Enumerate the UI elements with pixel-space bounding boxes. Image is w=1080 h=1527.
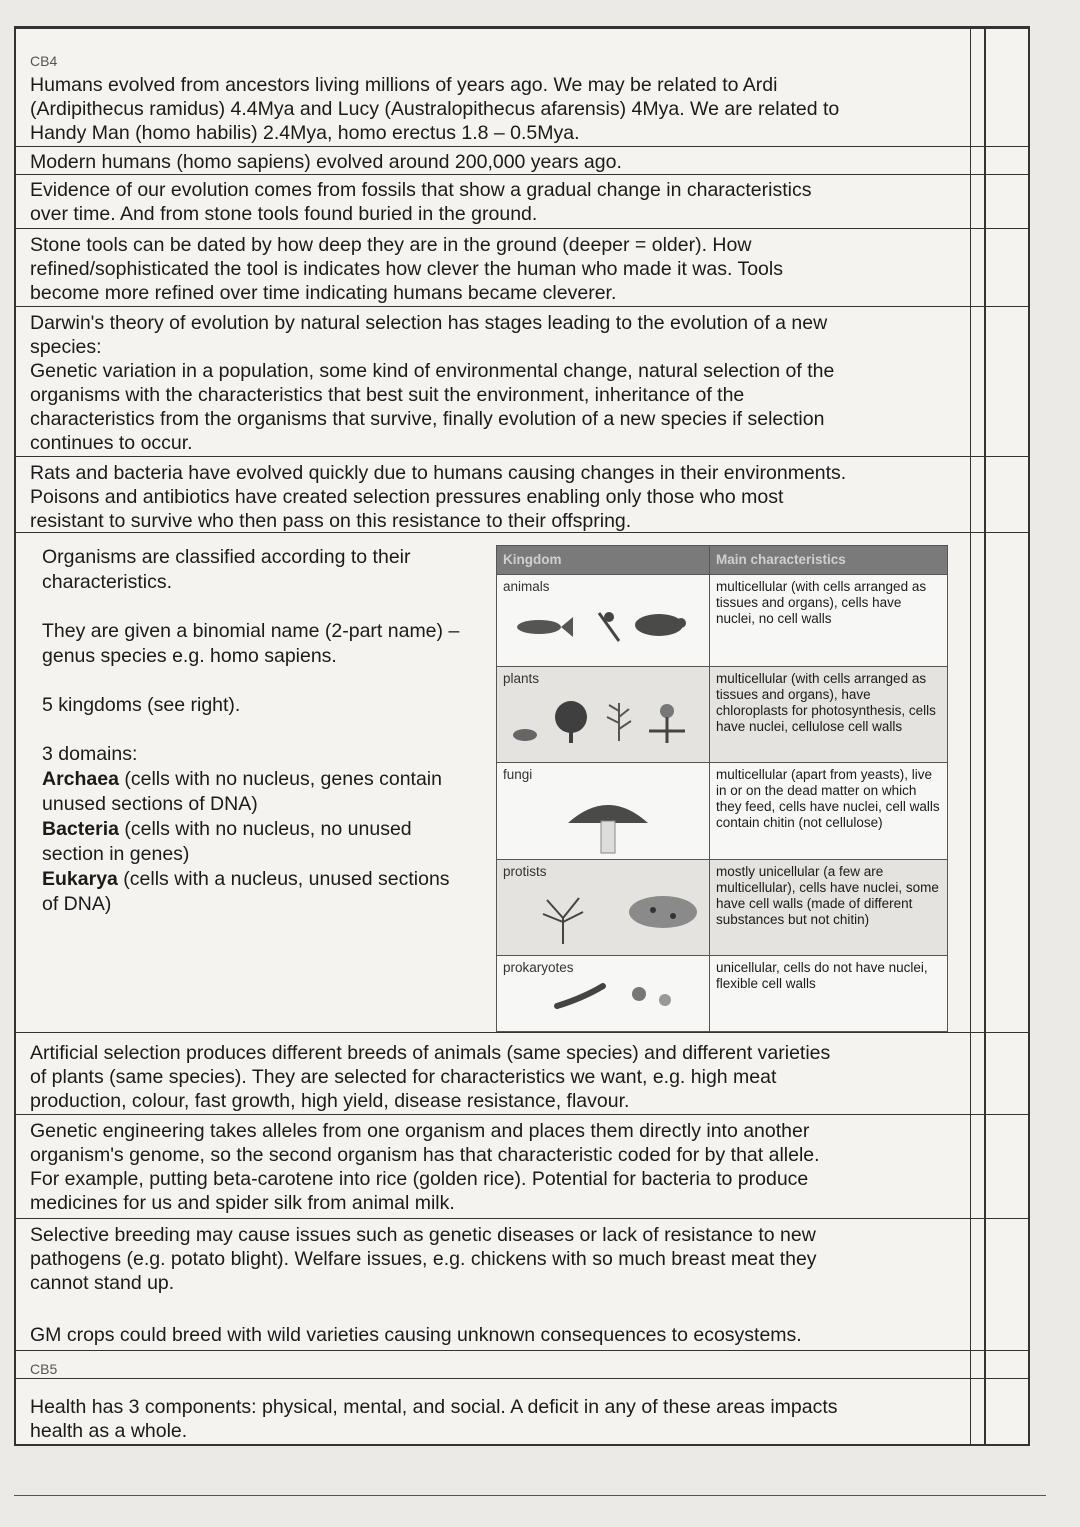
- kingdom-name: animals: [503, 579, 550, 594]
- text-five-kingdoms: 5 kingdoms (see right).: [42, 694, 241, 716]
- text-human-ancestors: Humans evolved from ancestors living millions of years ago. We may be related to Ardi (Ardipithecus ramidus) 4.4Mya and Lucy (Australopithecus afarensis) 4Mya. We are related to Handy Man (homo habilis) 2.4Mya, homo erectus 1.8 – 0.5Mya.: [30, 74, 840, 144]
- kingdom-name: prokaryotes: [503, 960, 574, 975]
- text-gm-crops: GM crops could breed with wild varieties causing unknown consequences to ecosystems.: [30, 1324, 802, 1346]
- protists-icon: [533, 890, 703, 946]
- unit-label-cb5: CB5: [30, 1361, 58, 1377]
- plants-icon: [509, 697, 689, 745]
- text-darwin: Darwin's theory of evolution by natural selection has stages leading to the evolution of a new species: Genetic variation in a population, some kind of environmental change, natural selection of the organisms with the characteristics that best suit the environment, inheritance of the characteristics from the organisms that survive, finally evolution of a new species if selection continues to occur.: [30, 312, 835, 454]
- row-health: [16, 1378, 1028, 1445]
- text-stone-tools: Stone tools can be dated by how deep they are in the ground (deeper = older). How refined/sophisticated the tool is indicates how clever the human who made it was. Tools become more refined over time indicating humans became cleverer.: [30, 234, 783, 304]
- kingdom-name: fungi: [503, 767, 533, 782]
- text-rats-bacteria: Rats and bacteria have evolved quickly due to humans causing changes in their environments. Poisons and antibiotics have created selection pressures enabling only those who most resistant to survive who then pass on this resistance to their offspring.: [30, 462, 847, 532]
- kingdom-name: plants: [503, 671, 540, 686]
- row-human-ancestors: [16, 28, 1028, 145]
- animals-illustration: [503, 605, 703, 645]
- row-cb5: [16, 1350, 1028, 1379]
- protists-illustration: [503, 890, 703, 946]
- kingdom-name: protists: [503, 864, 547, 879]
- text-genetic-engineering: Genetic engineering takes alleles from one organism and places them directly into another organism's genome, so the second organism has that characteristic coded for by that allele. For example, putting beta-carotene into rice (golden rice). Potential for bacteria to produce medicines for us and spider silk from animal milk.: [30, 1120, 820, 1214]
- prokaryotes-illustration: [503, 978, 703, 1012]
- header-kingdom: Kingdom: [497, 546, 710, 575]
- row-rats-bacteria: [16, 456, 1028, 533]
- plants-illustration: [503, 697, 703, 745]
- text-artificial-selection: Artificial selection produces different breeds of animals (same species) and different varieties of plants (same species). They are selected for characteristics we want, e.g. high meat production, colour, fast growth, high yield, disease resistance, flavour.: [30, 1042, 831, 1112]
- text-health: Health has 3 components: physical, mental, and social. A deficit in any of these areas impacts health as a whole.: [30, 1396, 838, 1442]
- animals-icon: [509, 605, 689, 645]
- kingdom-row-protists: [497, 860, 948, 956]
- kingdom-row-animals: [497, 575, 948, 667]
- row-stone-tools: [16, 228, 1028, 307]
- text-classified: Organisms are classified according to their characteristics.: [42, 546, 411, 593]
- text-evidence: Evidence of our evolution comes from fossils that show a gradual change in characteristics over time. And from stone tools found buried in the ground.: [30, 179, 812, 225]
- domain-archaea: Archaea (cells with no nucleus, genes contain unused sections of DNA): [42, 768, 442, 815]
- kingdom-row-fungi: [497, 763, 948, 860]
- kingdom-chars: multicellular (apart from yeasts), live in or on the dead matter on which they feed, cells have nuclei, cell walls contain chitin (not cellulose): [710, 763, 948, 860]
- row-classification: [16, 532, 1028, 1033]
- kingdom-table-header: [497, 546, 948, 575]
- unit-label-cb4: CB4: [30, 53, 58, 69]
- row-evidence: [16, 174, 1028, 229]
- text-modern-humans: Modern humans (homo sapiens) evolved around 200,000 years ago.: [30, 151, 622, 173]
- page-bottom-line: [14, 1495, 1046, 1496]
- revision-sheet: [14, 26, 1030, 1446]
- kingdom-chars: multicellular (with cells arranged as tissues and organs), have chloroplasts for photosynthesis, cells have nuclei, cellulose cell walls: [710, 667, 948, 763]
- row-modern-humans: [16, 146, 1028, 175]
- text-selective-breeding: Selective breeding may cause issues such as genetic diseases or lack of resistance to new pathogens (e.g. potato blight). Welfare issues, e.g. chickens with so much breast meat they cannot stand up.: [30, 1224, 817, 1294]
- domain-bacteria: Bacteria (cells with no nucleus, no unused section in genes): [42, 818, 412, 865]
- text-binomial: They are given a binomial name (2-part name) – genus species e.g. homo sapiens.: [42, 620, 460, 667]
- kingdom-table: [496, 545, 948, 1032]
- row-genetic-engineering: [16, 1114, 1028, 1219]
- kingdom-chars: unicellular, cells do not have nuclei, flexible cell walls: [710, 956, 948, 1032]
- domain-eukarya: Eukarya (cells with a nucleus, unused sections of DNA): [42, 868, 450, 915]
- fungi-illustration: [503, 793, 703, 855]
- bacteria-icon: [553, 978, 683, 1012]
- kingdom-chars: mostly unicellular (a few are multicellular), cells have nuclei, some have cell walls (made of different substances but not chitin): [710, 860, 948, 956]
- row-darwin: [16, 306, 1028, 457]
- kingdom-row-plants: [497, 667, 948, 763]
- row-selective-breeding: [16, 1218, 1028, 1349]
- classification-text: [42, 545, 462, 917]
- mushroom-icon: [563, 793, 653, 855]
- domains-heading: 3 domains:: [42, 743, 138, 765]
- kingdom-row-prokaryotes: [497, 956, 948, 1032]
- row-artificial-selection: [16, 1032, 1028, 1115]
- header-characteristics: Main characteristics: [710, 546, 948, 575]
- kingdom-chars: multicellular (with cells arranged as tissues and organs), cells have nuclei, no cell walls: [710, 575, 948, 667]
